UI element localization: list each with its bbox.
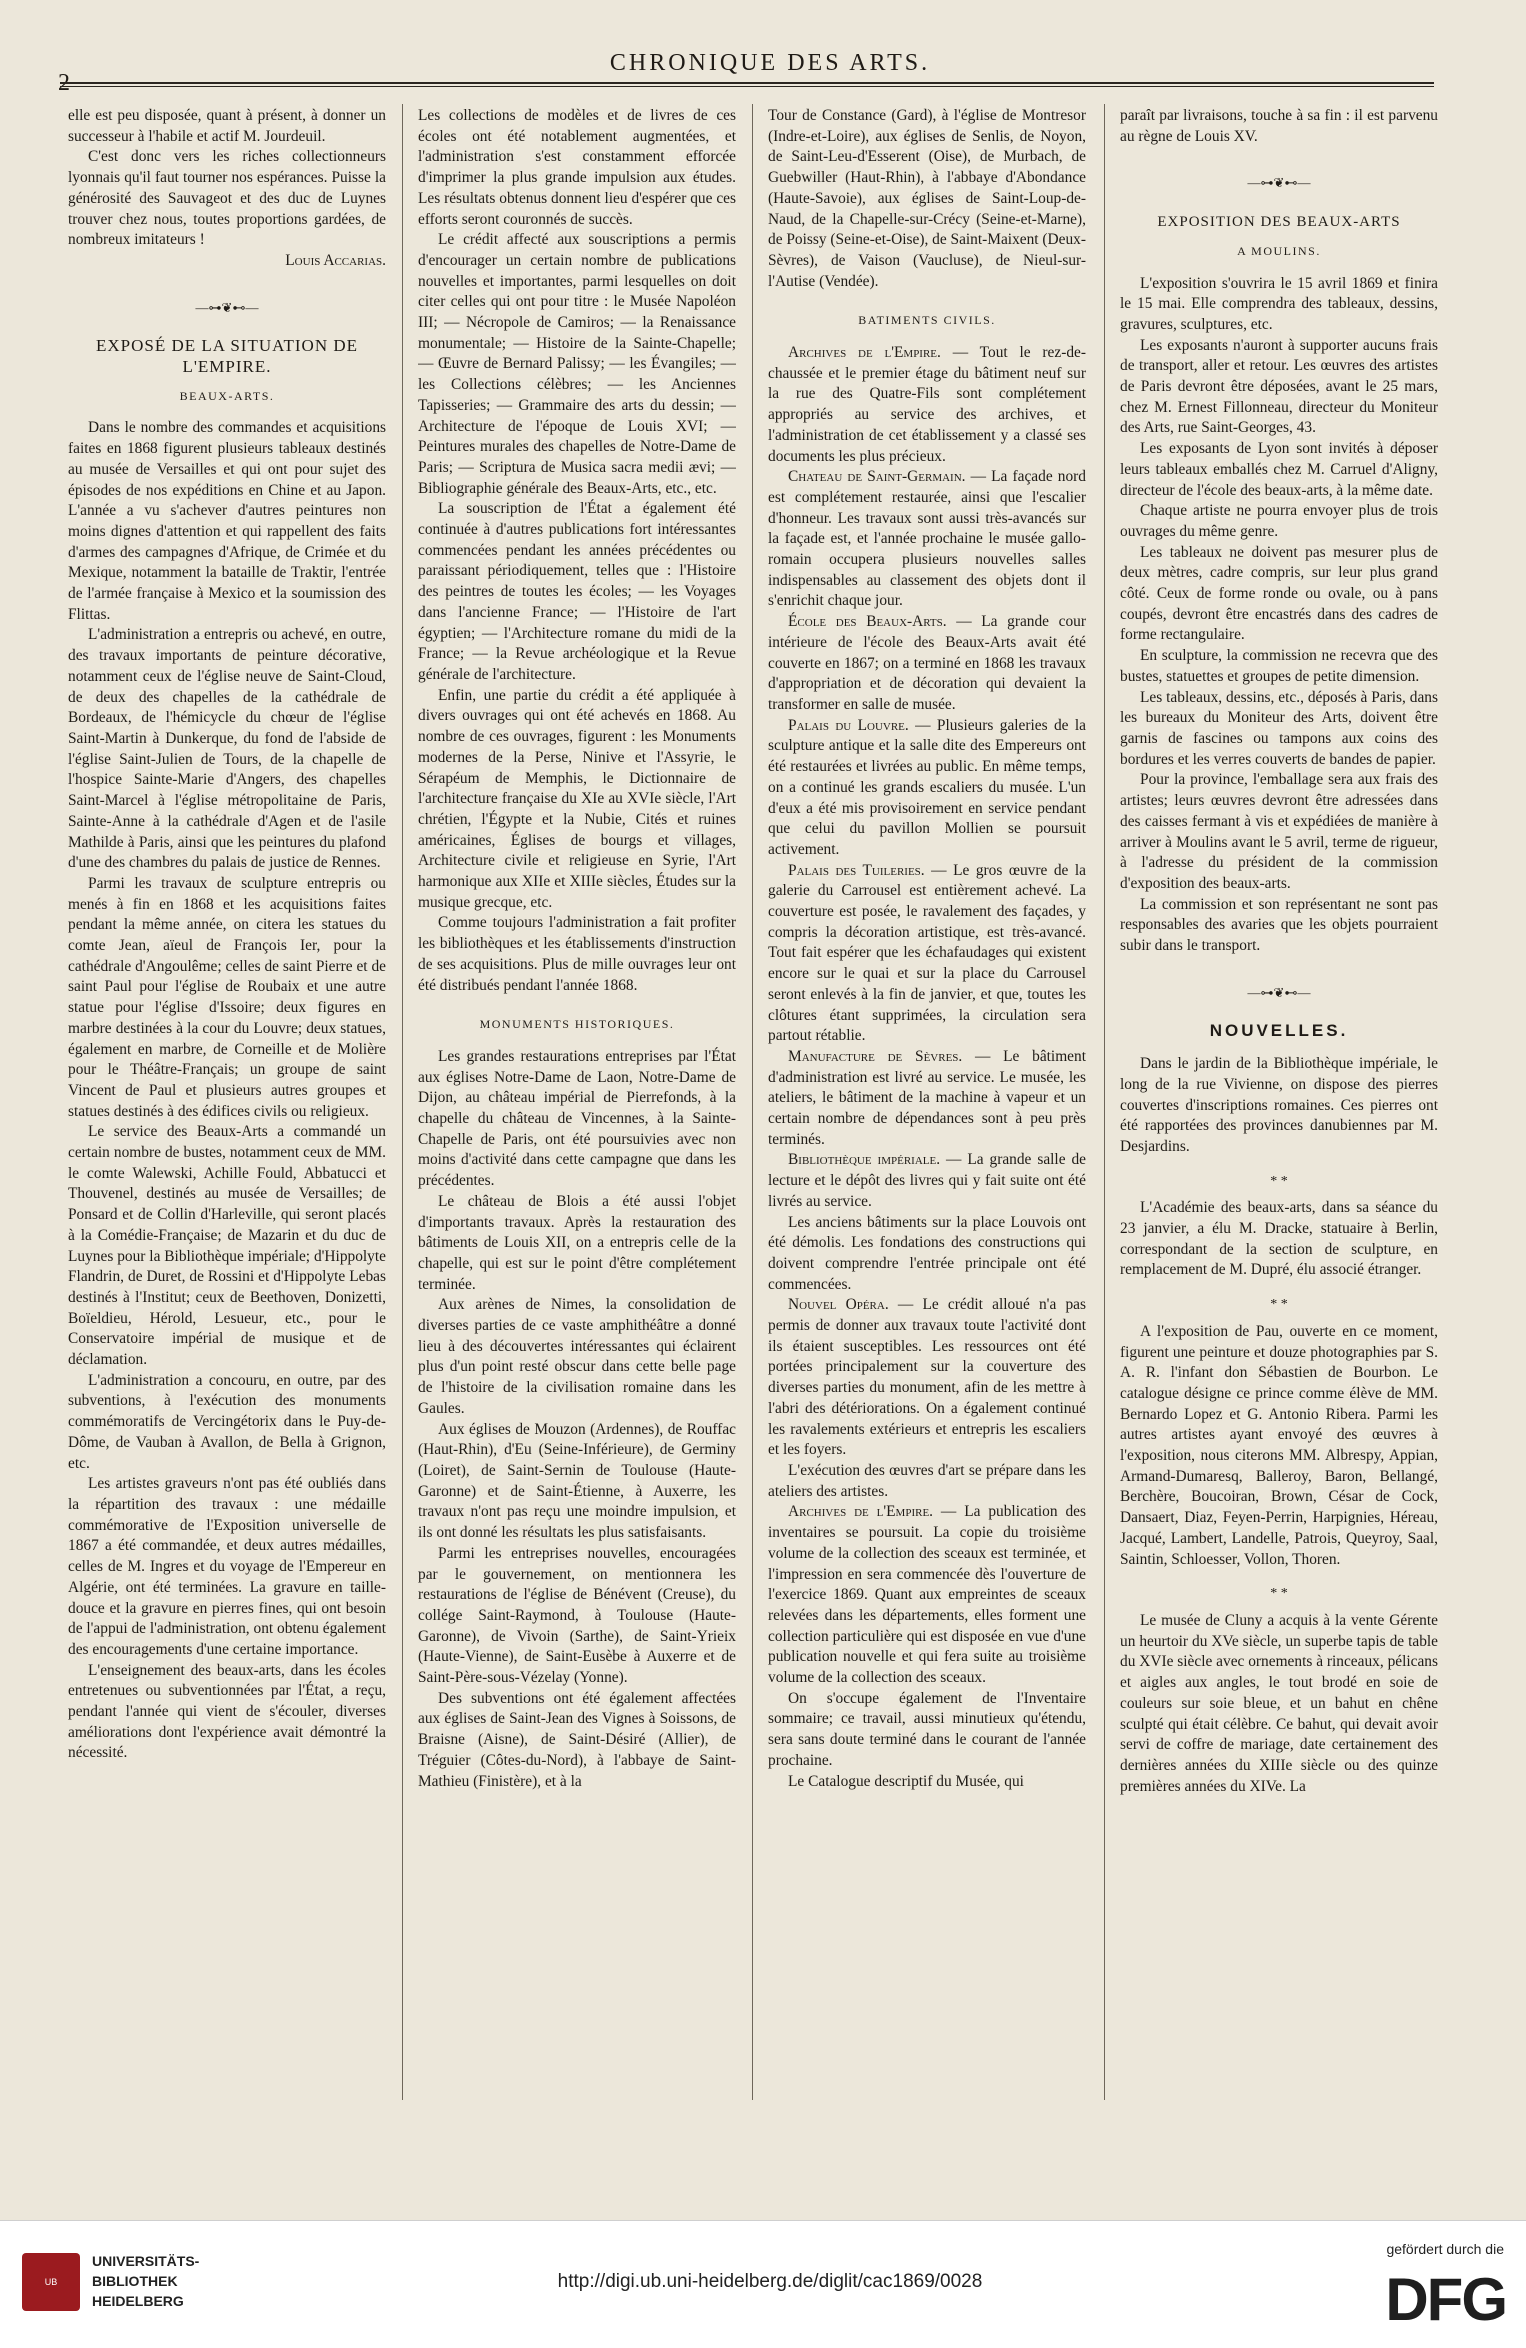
paragraph-text: — La façade nord est complétement restaurée, ainsi que l'escalier d'honneur. Les travaux sont aussi très-avancés sur la façade est, et l'année prochaine le musée gallo-romain occupera plusieurs nouvelles salles indispensables au classement des objets dont il s'enrichit chaque jour.	[768, 468, 1086, 610]
university-name-line: UNIVERSITÄTS-	[92, 2253, 200, 2269]
paragraph: L'Académie des beaux-arts, dans sa séance du 23 janvier, a élu M. Dracke, statuaire à Berlin, correspondant de la section de sculpture, en remplacement de M. Dupré, élu associé étranger.	[1120, 1199, 1438, 1279]
paragraph	[768, 467, 1086, 612]
section-heading: BATIMENTS CIVILS.	[858, 313, 996, 328]
paragraph: On s'occupe également de l'Inventaire sommaire; ce travail, aussi minutieux qu'étendu, sera sans doute terminé dans le courant de l'année prochaine.	[768, 1689, 1086, 1769]
paragraph-text: — La publication des inventaires se poursuit. La copie du troisième volume de la collection des sceaux est terminée, et l'impression en sera commencée dès l'ouverture de l'exercice 1869. Quant aux empreintes de sceaux relevées dans les départements, elles forment une collection particulière qui est disposée en vue d'une publication nouvelle et qui fera suite au troisième volume de la collection des sceaux.	[768, 1503, 1086, 1687]
running-title: CHRONIQUE DES ARTS.	[609, 50, 931, 76]
asterism-separator: * *	[1270, 1297, 1288, 1313]
asterism-separator: * *	[1270, 1586, 1288, 1602]
column-2	[418, 106, 736, 2096]
paragraph: Aux églises de Mouzon (Ardennes), de Rouffac (Haut-Rhin), d'Eu (Seine-Inférieure), de Germiny (Loiret), de Saint-Sernin de Toulouse (Haute-Garonne) et de Saint-Étienne, à Auxerre, les travaux n'ont pas reçu une moindre impulsion, et ils ont donné les résultats les plus satisfaisants.	[418, 1420, 736, 1542]
paragraph: Aux arènes de Nimes, la consolidation de diverses parties de ce vaste amphithéâtre a donné lieu à des découvertes intéressantes qui éclairent plus d'un point resté obscur dans cette belle page de l'histoire de la civilisation romaine dans les Gaules.	[418, 1296, 736, 1417]
section-heading: A MOULINS.	[1237, 243, 1321, 258]
run-in-label: Palais du Louvre.	[788, 716, 909, 734]
university-name-line: BIBLIOTHEK	[92, 2273, 178, 2289]
paragraph: Parmi les entreprises nouvelles, encouragées par le gouvernement, on mentionnera les restaurations de l'église de Bénévent (Creuse), du collége Saint-Raymond, à Toulouse (Haute-Garonne), de Vivoin (Sarthe), de Saint-Yrieix (Haute-Vienne), de Saint-Eusèbe à Auxerre et de Saint-Père-sous-Vézelay (Yonne).	[418, 1544, 736, 1687]
run-in-label: Palais des Tuileries.	[788, 861, 925, 879]
paragraph: Les exposants de Lyon sont invités à déposer leurs tableaux emballés chez M. Carruel d'Aligny, directeur de l'école des beaux-arts, à la même date.	[1120, 440, 1438, 499]
paragraph	[768, 1047, 1086, 1151]
paragraph-text: — Tout le rez-de-chaussée et le premier étage du bâtiment neuf sur la rue des Quatre-Fils sont complétement appropriés au service des archives, et l'administration de cet établissement y a classé ses documents les plus précieux.	[768, 344, 1086, 465]
paragraph-text: — La grande salle de lecture et le dépôt des livres qui y fait suite ont été livrés au service.	[768, 1151, 1086, 1210]
paragraph-text: — Le crédit alloué n'a pas permis de donner aux travaux toute l'activité dont ils étaient susceptibles. Les ressources ont été portées principalement sur la couverture des diverses parties du monument, afin de les mettre à l'abri des détériorations. On a également continué les ravalements extérieurs et entrepris les escaliers et les foyers.	[768, 1296, 1086, 1459]
column-divider	[1104, 104, 1105, 2100]
paragraph: Les tableaux, dessins, etc., déposés à Paris, dans les bureaux du Moniteur des Arts, doivent être garnis de fascines ou tampons aux coins des bordures et les verres couverts de bandes de papier.	[1120, 688, 1438, 768]
paragraph: La commission et son représentant ne sont pas responsables des avaries que les objets pourraient subir dans le transport.	[1120, 895, 1438, 955]
paragraph	[768, 612, 1086, 716]
column-4	[1120, 106, 1438, 2096]
paragraph: Les grandes restaurations entreprises par l'État aux églises Notre-Dame de Laon, Notre-Dame de Dijon, au château impérial de Pierrefonds, à la chapelle du château de Vincennes, à la Sainte-Chapelle de Paris, ont été poursuivies avec non moins d'activité dans cette campagne que dans les précédentes.	[418, 1047, 736, 1190]
ornament-divider: —⊶❦⊷—	[1247, 984, 1311, 1000]
section-heading: BEAUX-ARTS.	[179, 388, 275, 403]
paragraph: L'exposition s'ouvrira le 15 avril 1869 et finira le 15 mai. Elle comprendra des tableaux, dessins, gravures, sculptures, etc.	[1120, 274, 1438, 333]
paragraph: Le Catalogue descriptif du Musée, qui	[788, 1772, 1024, 1790]
paragraph: Enfin, une partie du crédit a été appliquée à divers ouvrages qui ont été achevés en 1868. Au nombre de ces ouvrages, figurent : les Monuments modernes de la Perse, Ninive et l'Assyrie, le Sérapéum de Memphis, le Dictionnaire de l'architecture française du XIe au XVIe siècle, l'Art chrétien, l'Égypte et la Nubie, Cités et ruines américaines, Églises de bourgs et villages, Architecture civile et religieuse en Syrie, l'Art harmonique aux XIIe et XIIIe siècles, Études sur la musique grecque, etc.	[418, 686, 736, 911]
ornament-divider: —⊶❦⊷—	[1247, 175, 1311, 191]
paragraph: Des subventions ont été également affectées aux églises de Saint-Jean des Vignes à Soissons, de Braisne (Aisne), de Saint-Désiré (Allier), de Tréguier (Côtes-du-Nord), à l'abbaye de Saint-Mathieu (Finistère), et à la	[418, 1689, 736, 1790]
run-in-label: Manufacture de Sèvres.	[788, 1047, 963, 1065]
funding-note: gefördert durch die	[1386, 2241, 1504, 2257]
paragraph-text: — Plusieurs galeries de la sculpture antique et la salle dite des Empereurs ont été restaurées et livrées au public. En même temps, on a continué les grands escaliers du musée. L'un d'eux a été mis provisoirement en service pendant que celui du pavillon Mollien se poursuit activement.	[768, 716, 1086, 858]
university-name	[92, 2251, 199, 2311]
paragraph: L'enseignement des beaux-arts, dans les écoles entretenues ou subventionnées par l'État, a reçu, pendant l'année qui vient de s'écouler, diverses améliorations dont l'expérience avait démontré la nécessité.	[68, 1661, 386, 1762]
paragraph: En sculpture, la commission ne recevra que des bustes, statuettes et groupes de petite dimension.	[1120, 647, 1438, 685]
run-in-label: Nouvel Opéra.	[788, 1296, 889, 1314]
page-number: 2	[58, 70, 70, 96]
run-in-label: Chateau de Saint-Germain.	[788, 468, 966, 486]
paragraph: Les anciens bâtiments sur la place Louvois ont été démolis. Les fondations des constructions qui doivent comprendre l'entrée principale ont été commencées.	[768, 1213, 1086, 1293]
paragraph	[768, 1150, 1086, 1212]
paragraph: Le musée de Cluny a acquis à la vente Gérente un heurtoir du XVe siècle, un superbe tapis de table du XVIe siècle avec ornements à rinceaux, pélicans et aigles aux angles, le tout brodé en soie de couleurs sur soie bleue, et un bahut en chêne sculpté qui était célèbre. Ce bahut, qui devait avoir servi de coffre de mariage, date certainement des dernières années du XIIIe siècle ou des quinze premières années du XIVe. La	[1120, 1612, 1438, 1795]
paragraph-text: — Le bâtiment d'administration est livré au service. Le musée, les ateliers, le bâtiment de la machine à vapeur et un certain nombre de dépendances sont à peu près terminés.	[768, 1047, 1086, 1148]
header-rule	[60, 82, 1434, 84]
paragraph: Le service des Beaux-Arts a commandé un certain nombre de bustes, notamment ceux de MM. le comte Walewski, Achille Fould, Abbatucci et Thouvenel, destinés au musée de Versailles; de Ponsard et de Collin d'Harleville, qui seront placés à la Comédie-Française; de Mazarin et du duc de Luynes pour la Bibliothèque impériale; d'Hippolyte Flandrin, de Duret, de Rossini et d'Hippolyte Lebas destinés à l'Institut; ceux de Beethoven, Donizetti, Boïeldieu, Hérold, Lesueur, etc., pour le Conservatoire impérial de musique et de déclamation.	[68, 1123, 386, 1369]
digitization-footer	[0, 2220, 1526, 2348]
section-heading: MONUMENTS HISTORIQUES.	[479, 1017, 675, 1032]
paragraph	[768, 1295, 1086, 1461]
paragraph: L'exécution des œuvres d'art se prépare dans les ateliers des artistes.	[768, 1462, 1086, 1500]
paragraph: paraît par livraisons, touche à sa fin : il est parvenu au règne de Louis XV.	[1120, 107, 1438, 145]
column-1	[68, 106, 386, 2096]
author-signature: Louis Accarias.	[285, 251, 386, 269]
paragraph: Le crédit affecté aux souscriptions a permis d'encourager un certain nombre de publications nouvelles et importantes, parmi lesquelles on doit citer celles qui ont pour titre : le Musée Napoléon III; — Nécropole de Camiros; — la Renaissance monumentale; — Histoire de la Sainte-Chapelle; — Œuvre de Bernard Palissy; — les Évangiles; — les Collections célèbres; — les Anciennes Tapisseries; — Grammaire des arts du dessin; — Architecture de l'époque de Louis XVI; — Peintures murales des chapelles de Notre-Dame de Paris; — Scriptura de Musica sacra medii ævi; — Bibliographie générale des Beaux-Arts, etc., etc.	[418, 231, 736, 497]
paragraph	[768, 1502, 1086, 1688]
permalink-url[interactable]: http://digi.ub.uni-heidelberg.de/diglit/cac1869/0028	[557, 2271, 983, 2292]
paragraph: Les exposants n'auront à supporter aucuns frais de transport, aller et retour. Les œuvres des artistes de Paris devront être déposées, avant le 25 mars, chez M. Ernest Fillonneau, directeur du Moniteur des Arts, rue Saint-Georges, 43.	[1120, 336, 1438, 437]
paragraph: Chaque artiste ne pourra envoyer plus de trois ouvrages du même genre.	[1120, 502, 1438, 540]
run-in-label: École des Beaux-Arts.	[788, 613, 947, 631]
paragraph: La souscription de l'État a également été continuée à d'autres publications fort intéressantes commencées pendant les années précédentes ou paraissant périodiquement, telles que : l'Histoire des peintres de toutes les écoles; — les Voyages dans l'ancienne France; — l'Histoire de l'art égyptien; — l'Architecture romane du midi de la France; — la Revue archéologique et la Revue générale de l'architecture.	[418, 500, 736, 683]
paragraph: Pour la province, l'emballage sera aux frais des artistes; leurs œuvres devront être adressées dans des caisses fermant à vis et expédiées de manière à arriver à Moulins avant le 5 avril, terme de rigueur, à l'adresse du président de la commission d'exposition des beaux-arts.	[1120, 771, 1438, 892]
run-in-label: Archives de l'Empire.	[788, 1503, 934, 1521]
header-rule-thin	[60, 86, 1434, 87]
university-logo-icon: UB	[22, 2253, 80, 2311]
paragraph: Parmi les travaux de sculpture entrepris ou menés à fin en 1868 et les acquisitions faites pendant la même année, on citera les statues du comte Jean, aïeul de François Ier, pour la cathédrale d'Angoulême; celles de saint Pierre et de saint Paul pour l'église de Roubaix et une autre statue pour l'église d'Issoire; deux figures en marbre destinées à la cour du Louvre; deux statues, également en marbre, de Corneille et de Molière pour le Théâtre-Français; un groupe de saint Vincent de Paul et plusieurs autres groupes et statues destinés à des édifices civils ou religieux.	[68, 874, 386, 1120]
paragraph: A l'exposition de Pau, ouverte en ce moment, figurent une peinture et douze photographies par S. A. R. l'infant don Sébastien de Bourbon. Le catalogue désigne ce prince comme élève de MM. Bernardo Lopez et G. Antonio Ribera. Parmi les autres artistes ayant envoyé des œuvres à l'exposition, nous citerons MM. Albrespy, Appian, Armand-Dumaresq, Balleroy, Baron, Bellangé, Berchère, Boucoiran, Brown, César de Cock, Dansaert, Diaz, Feyen-Perrin, Harpignies, Héreau, Jacqué, Lambert, Landelle, Patrois, Queyroy, Saal, Saintin, Schloesser, Vollon, Thoren.	[1120, 1322, 1438, 1568]
paragraph: Dans le jardin de la Bibliothèque impériale, le long de la rue Vivienne, on dispose des pierres couvertes d'inscriptions romaines. Ces pierres ont été rapportées des provinces danubiennes par M. Desjardins.	[1120, 1055, 1438, 1155]
paragraph: Le château de Blois a été aussi l'objet d'importants travaux. Après la restauration des bâtiments de Louis XII, on a entrepris celle de la chapelle, qui est sur le point d'être complétement terminée.	[418, 1192, 736, 1293]
paragraph: Dans le nombre des commandes et acquisitions faites en 1868 figurent plusieurs tableaux destinés au musée de Versailles et qui ont pour sujet des épisodes de nos expéditions en Chine et au Japon. L'année a vu s'achever d'autres peintures non moins dignes d'attention et qui rappellent des faits d'armes des campagnes d'Afrique, de Crimée et du Mexique, notamment la bataille de Traktir, l'entrée de l'armée française à Mexico et la soumission des Flittas.	[68, 419, 386, 623]
paragraph: Les tableaux ne doivent pas mesurer plus de deux mètres, cadre compris, sur leur plus grand côté. Ceux de forme ronde ou ovale, ou à pans coupés, devront être encastrés dans des cadres de forme rectangulaire.	[1120, 543, 1438, 644]
paragraph: Tour de Constance (Gard), à l'église de Montresor (Indre-et-Loire), aux églises de Senlis, de Noyon, de Saint-Leu-d'Esserent (Oise), de Murbach, de Guebwiller (Haut-Rhin), à l'abbaye d'Abondance (Haute-Savoie), aux églises de Saint-Loup-de-Naud, de la Chapelle-sur-Crécy (Seine-et-Marne), de Poissy (Seine-et-Oise), de Saint-Maixent (Deux-Sèvres), de Vaison (Vaucluse), de Nieul-sur-l'Autise (Vendée).	[768, 107, 1086, 290]
paragraph	[768, 861, 1086, 1047]
asterism-separator: * *	[1270, 1173, 1288, 1189]
article-heading: EXPOSITION DES BEAUX-ARTS	[1157, 214, 1401, 231]
section-heading-nouvelles: NOUVELLES.	[1209, 1021, 1349, 1041]
paragraph: Comme toujours l'administration a fait profiter les bibliothèques et les établissements d'instruction de ses acquisitions. Plus de mille ouvrages leur ont été distribués pendant l'année 1868.	[418, 914, 736, 994]
paragraph: C'est donc vers les riches collectionneurs lyonnais qu'il faut tourner nos espérances. Puisse la générosité des Sauvageot et des duc de Luynes trouver chez nous, toutes proportions gardées, de nombreux imitateurs !	[68, 148, 386, 249]
ornament-divider: —⊶❦⊷—	[195, 299, 259, 315]
paragraph: Les artistes graveurs n'ont pas été oubliés dans la répartition des travaux : une médaille commémorative de l'Exposition universelle de 1867 a été commandée, et deux autres médailles, celles de M. Ingres et du voyage de l'Empereur en Algérie, ont été terminées. La gravure en taille-douce et la gravure en pierres fines, qui ont besoin de l'appui de l'administration, ont obtenu également des encouragements d'une certaine importance.	[68, 1475, 386, 1658]
university-name-line: HEIDELBERG	[92, 2293, 184, 2309]
paragraph-text: — La grande cour intérieure de l'école des Beaux-Arts avait été couverte en 1867; on a terminé en 1868 les travaux d'appropriation et de décoration qui devaient la transformer en salle de musée.	[768, 613, 1086, 713]
paragraph	[768, 716, 1086, 861]
column-divider	[752, 104, 753, 2100]
column-3	[768, 106, 1086, 2096]
paragraph	[768, 343, 1086, 467]
paragraph-text: — Le gros œuvre de la galerie du Carrousel est entièrement achevé. La couverture est posée, le ravalement des façades, y compris la décoration artistique, est très-avancé. Tout fait espérer que les échafaudages qui existent encore sur le quai et sur la place du Carrousel seront enlevés à la fin de janvier, et que, toutes les clôtures étant supprimées, la circulation sera partout rétablie.	[768, 861, 1086, 1045]
paragraph: elle est peu disposée, quant à présent, à donner un successeur à l'habile et actif M. Jourdeuil.	[68, 107, 386, 145]
column-divider	[402, 104, 403, 2100]
run-in-label: Bibliothèque impériale.	[788, 1151, 941, 1169]
paragraph: L'administration a concouru, en outre, par des subventions, à l'exécution des monuments commémoratifs de Vercingétorix dans le Puy-de-Dôme, de Vauban à Avallon, de Bella à Grignon, etc.	[68, 1371, 386, 1472]
paragraph: L'administration a entrepris ou achevé, en outre, des travaux importants de peinture décorative, notamment ceux de l'église neuve de Saint-Cloud, de deux des chapelles de la cathédrale de Bordeaux, de l'hémicycle du chœur de l'église Saint-Martin à Dunkerque, du fond de l'abside de l'église Saint-Julien de Tours, de la chapelle de l'hospice Sainte-Marie d'Angers, des chapelles Saint-Marcel à l'église métropolitaine de Paris, Sainte-Anne à la cathédrale d'Agen et de l'asile Mathilde à Paris, ainsi que les peintures du plafond d'une des chambres du palais de justice de Rennes.	[68, 626, 386, 872]
article-heading: EXPOSÉ DE LA SITUATION DE L'EMPIRE.	[95, 336, 359, 377]
run-in-label: Archives de l'Empire.	[788, 344, 941, 362]
dfg-logo: DFG	[1385, 2266, 1506, 2333]
paragraph: Les collections de modèles et de livres de ces écoles ont été notablement augmentées, et l'administration s'est constamment efforcée d'imprimer la plus grande impulsion aux études. Les résultats obtenus donnent lieu d'espérer que ces efforts seront couronnés de succès.	[418, 107, 736, 228]
